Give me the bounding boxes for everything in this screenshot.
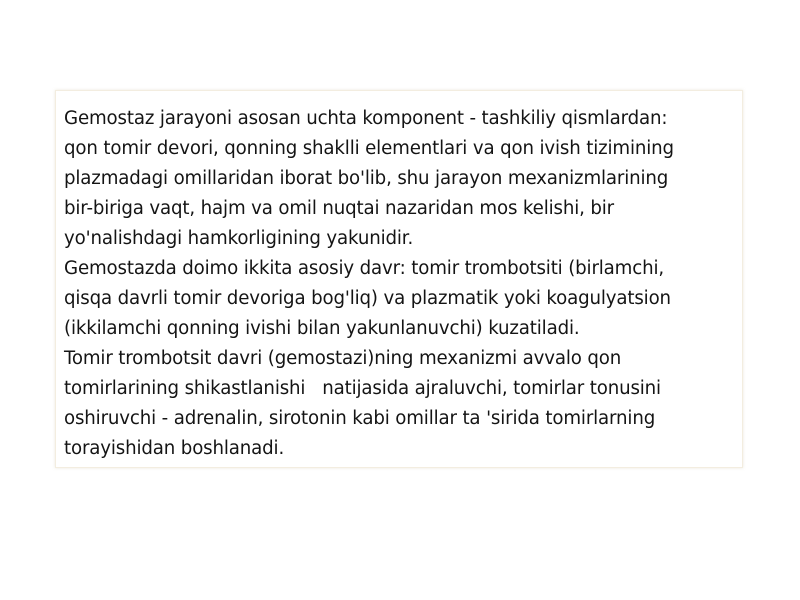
text-line: qon tomir devori, qonning shaklli elementlari va qon ivish tizimining (64, 138, 674, 159)
paragraph-hemostasis-periods (64, 254, 734, 344)
paragraph-vascular-platelet-mechanism (64, 344, 734, 464)
text-line: torayishidan boshlanadi. (64, 438, 285, 459)
text-line: yo'nalishdagi hamkorligining yakunidir. (64, 228, 414, 249)
text-line: (ikkilamchi qonning ivishi bilan yakunlanuvchi) kuzatiladi. (64, 318, 580, 339)
text-line: plazmadagi omillaridan iborat bo'lib, shu jarayon mexanizmlarining (64, 168, 669, 189)
text-line: bir-biriga vaqt, hajm va omil nuqtai nazaridan mos kelishi, bir (64, 198, 614, 219)
text-line: qisqa davrli tomir devoriga bog'liq) va plazmatik yoki koagulyatsion (64, 288, 671, 309)
paragraph-hemostasis-components (64, 104, 734, 254)
text-line: Gemostaz jarayoni asosan uchta komponent - tashkiliy qismlardan: (64, 108, 668, 129)
text-line: oshiruvchi - adrenalin, sirotonin kabi omillar ta 'sirida tomirlarning (64, 408, 656, 429)
text-line: Gemostazda doimo ikkita asosiy davr: tomir trombotsiti (birlamchi, (64, 258, 665, 279)
text-box (55, 90, 743, 468)
text-line: Tomir trombotsit davri (gemostazi)ning mexanizmi avvalo qon (64, 348, 622, 369)
text-line: tomirlarining shikastlanishi natijasida ajraluvchi, tomirlar tonusini (64, 378, 661, 399)
